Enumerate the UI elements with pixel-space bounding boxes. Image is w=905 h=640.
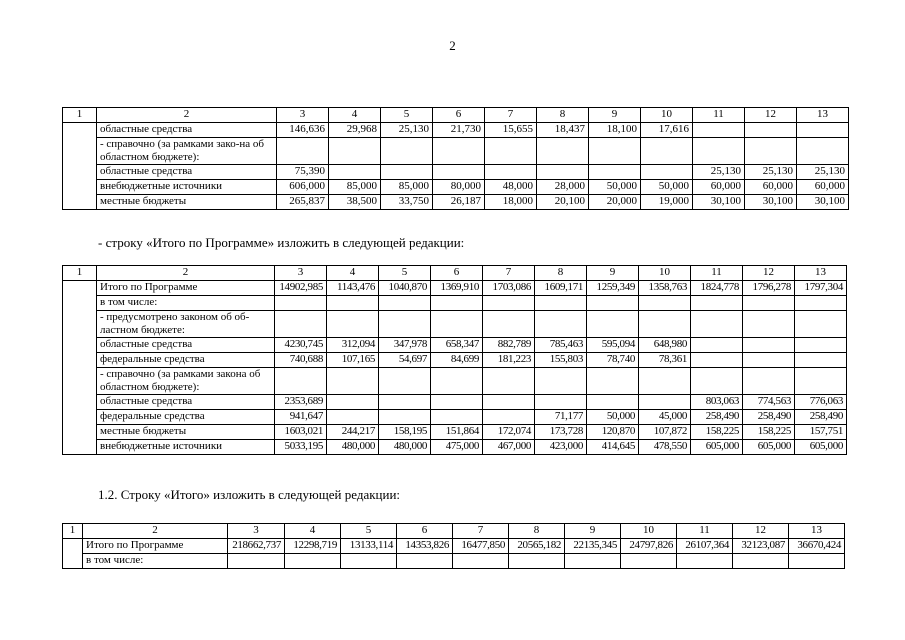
value-cell: 107,872 [639,425,691,440]
table-row [63,180,849,195]
value-cell [691,353,743,368]
value-cell: 120,870 [587,425,639,440]
header-cell: 5 [381,108,433,123]
table-body [63,266,847,455]
value-cell: 28,000 [537,180,589,195]
value-cell [587,311,639,338]
value-cell: 740,688 [275,353,327,368]
value-cell: 45,000 [639,410,691,425]
table-row [63,539,845,554]
row-group-cell [63,539,83,569]
value-cell [795,311,847,338]
value-cell: 4230,745 [275,338,327,353]
table-row [63,554,845,569]
value-cell: 25,130 [381,123,433,138]
value-cell: 941,647 [275,410,327,425]
value-cell: 75,390 [277,165,329,180]
table-row [63,368,847,395]
header-cell: 3 [228,524,285,539]
value-cell [327,296,379,311]
header-cell: 9 [587,266,639,281]
value-cell: 265,837 [277,195,329,210]
value-cell: 13133,114 [341,539,397,554]
value-cell [509,554,565,569]
value-cell: 26,187 [433,195,485,210]
budget-table-2 [62,265,847,455]
table-row [63,410,847,425]
value-cell [537,165,589,180]
value-cell: 258,490 [795,410,847,425]
header-cell: 11 [677,524,733,539]
table-header-row [63,108,849,123]
value-cell: 605,000 [795,440,847,455]
table-row [63,425,847,440]
value-cell [431,395,483,410]
value-cell [641,165,693,180]
header-cell: 4 [329,108,381,123]
value-cell: 71,177 [535,410,587,425]
value-cell: 107,165 [327,353,379,368]
value-cell [485,165,537,180]
value-cell: 25,130 [693,165,745,180]
value-cell: 50,000 [587,410,639,425]
value-cell [743,353,795,368]
header-cell: 9 [565,524,621,539]
value-cell: 774,563 [743,395,795,410]
value-cell: 20565,182 [509,539,565,554]
value-cell [379,296,431,311]
value-cell: 658,347 [431,338,483,353]
value-cell: 151,864 [431,425,483,440]
value-cell: 85,000 [381,180,433,195]
row-label: внебюджетные источники [97,440,275,455]
row-label: - предусмотрено законом об об-ластном бюджете: [97,311,275,338]
row-label: федеральные средства [97,410,275,425]
value-cell [431,296,483,311]
row-label: - справочно (за рамками закона об областном бюджете): [97,368,275,395]
value-cell [431,410,483,425]
value-cell [341,554,397,569]
row-label: областные средства [97,395,275,410]
value-cell: 20,000 [589,195,641,210]
table-header-row [63,524,845,539]
value-cell: 605,000 [743,440,795,455]
value-cell: 157,751 [795,425,847,440]
value-cell [565,554,621,569]
value-cell: 1369,910 [431,281,483,296]
value-cell [745,123,797,138]
row-label: - справочно (за рамками зако-на об областном бюджете): [97,138,277,165]
header-cell: 6 [431,266,483,281]
value-cell [743,311,795,338]
value-cell: 19,000 [641,195,693,210]
value-cell [587,296,639,311]
header-cell: 2 [97,266,275,281]
value-cell [433,165,485,180]
value-cell: 14902,985 [275,281,327,296]
value-cell [641,138,693,165]
value-cell: 17,616 [641,123,693,138]
value-cell [621,554,677,569]
value-cell: 25,130 [797,165,849,180]
value-cell: 36670,424 [789,539,845,554]
value-cell: 12298,719 [285,539,341,554]
value-cell [327,311,379,338]
value-cell: 347,978 [379,338,431,353]
value-cell: 158,225 [743,425,795,440]
page-number: 2 [449,38,456,53]
value-cell: 478,550 [639,440,691,455]
value-cell: 16477,850 [453,539,509,554]
value-cell [379,368,431,395]
value-cell [379,311,431,338]
value-cell: 84,699 [431,353,483,368]
value-cell: 50,000 [589,180,641,195]
value-cell [327,395,379,410]
value-cell [693,138,745,165]
value-cell: 38,500 [329,195,381,210]
value-cell [483,410,535,425]
value-cell [381,165,433,180]
value-cell [537,138,589,165]
value-cell: 146,636 [277,123,329,138]
value-cell [277,138,329,165]
value-cell [743,296,795,311]
header-cell: 7 [483,266,535,281]
value-cell: 475,000 [431,440,483,455]
value-cell [587,395,639,410]
value-cell [381,138,433,165]
row-label: областные средства [97,338,275,353]
value-cell: 30,100 [693,195,745,210]
value-cell: 29,968 [329,123,381,138]
table-row [63,138,849,165]
row-label: федеральные средства [97,353,275,368]
value-cell: 78,361 [639,353,691,368]
table-row [63,311,847,338]
value-cell: 21,730 [433,123,485,138]
value-cell [453,554,509,569]
table-body [63,524,845,569]
value-cell [795,296,847,311]
value-cell [483,368,535,395]
value-cell [379,395,431,410]
value-cell: 32123,087 [733,539,789,554]
value-cell: 78,740 [587,353,639,368]
value-cell [693,123,745,138]
header-cell: 12 [745,108,797,123]
header-cell: 10 [621,524,677,539]
value-cell: 218662,737 [228,539,285,554]
value-cell: 15,655 [485,123,537,138]
value-cell: 30,100 [797,195,849,210]
value-cell [431,311,483,338]
value-cell [639,311,691,338]
header-cell: 13 [789,524,845,539]
value-cell [639,296,691,311]
row-label: в том числе: [83,554,228,569]
header-cell: 8 [537,108,589,123]
value-cell [275,311,327,338]
value-cell [677,554,733,569]
value-cell [535,311,587,338]
header-cell: 3 [275,266,327,281]
value-cell [275,296,327,311]
row-label: в том числе: [97,296,275,311]
value-cell: 595,094 [587,338,639,353]
row-label: внебюджетные источники [97,180,277,195]
value-cell [535,296,587,311]
header-cell: 5 [341,524,397,539]
table-header-row [63,266,847,281]
value-cell: 50,000 [641,180,693,195]
table-row [63,353,847,368]
value-cell: 20,100 [537,195,589,210]
value-cell: 258,490 [691,410,743,425]
header-cell: 10 [639,266,691,281]
value-cell: 30,100 [745,195,797,210]
value-cell: 803,063 [691,395,743,410]
header-cell: 6 [433,108,485,123]
row-label: местные бюджеты [97,425,275,440]
value-cell [733,554,789,569]
value-cell [483,311,535,338]
table-row [63,123,849,138]
header-cell: 2 [97,108,277,123]
value-cell [285,554,341,569]
value-cell: 1358,763 [639,281,691,296]
budget-table-3 [62,523,845,569]
value-cell: 60,000 [745,180,797,195]
value-cell: 18,437 [537,123,589,138]
instruction-paragraph-2: 1.2. Строку «Итого» изложить в следующей редакции: [98,487,401,502]
value-cell: 24797,826 [621,539,677,554]
header-cell: 8 [509,524,565,539]
value-cell: 48,000 [485,180,537,195]
value-cell [329,165,381,180]
value-cell: 312,094 [327,338,379,353]
value-cell [743,338,795,353]
row-label: областные средства [97,123,277,138]
value-cell [589,138,641,165]
value-cell: 1143,476 [327,281,379,296]
value-cell [329,138,381,165]
value-cell [535,368,587,395]
row-label: областные средства [97,165,277,180]
value-cell [639,368,691,395]
value-cell: 14353,826 [397,539,453,554]
value-cell: 60,000 [693,180,745,195]
header-cell: 7 [453,524,509,539]
value-cell [228,554,285,569]
value-cell [795,353,847,368]
value-cell [535,395,587,410]
value-cell [745,138,797,165]
value-cell: 1824,778 [691,281,743,296]
value-cell [691,296,743,311]
value-cell: 22135,345 [565,539,621,554]
header-cell: 5 [379,266,431,281]
value-cell [691,338,743,353]
header-cell: 11 [693,108,745,123]
value-cell: 60,000 [797,180,849,195]
value-cell: 181,223 [483,353,535,368]
value-cell: 85,000 [329,180,381,195]
value-cell: 155,803 [535,353,587,368]
value-cell: 1797,304 [795,281,847,296]
value-cell: 1796,278 [743,281,795,296]
header-cell: 1 [63,524,83,539]
value-cell: 480,000 [327,440,379,455]
value-cell: 18,000 [485,195,537,210]
row-label: Итого по Программе [83,539,228,554]
value-cell [327,368,379,395]
value-cell: 18,100 [589,123,641,138]
table-row [63,296,847,311]
header-cell: 4 [285,524,341,539]
value-cell [797,138,849,165]
value-cell: 244,217 [327,425,379,440]
value-cell: 1609,171 [535,281,587,296]
header-cell: 9 [589,108,641,123]
row-group-cell [63,123,97,210]
value-cell [433,138,485,165]
table-row [63,440,847,455]
header-cell: 1 [63,108,97,123]
value-cell: 172,074 [483,425,535,440]
header-cell: 10 [641,108,693,123]
instruction-paragraph-1: - строку «Итого по Программе» изложить в следующей редакции: [98,235,465,250]
value-cell: 776,063 [795,395,847,410]
value-cell: 25,130 [745,165,797,180]
header-cell: 3 [277,108,329,123]
header-cell: 13 [795,266,847,281]
value-cell: 173,728 [535,425,587,440]
value-cell: 423,000 [535,440,587,455]
header-cell: 2 [83,524,228,539]
value-cell: 80,000 [433,180,485,195]
value-cell: 5033,195 [275,440,327,455]
value-cell: 648,980 [639,338,691,353]
value-cell: 158,225 [691,425,743,440]
table-row [63,165,849,180]
budget-table-1 [62,107,849,210]
header-cell: 8 [535,266,587,281]
value-cell [327,410,379,425]
value-cell: 605,000 [691,440,743,455]
value-cell [485,138,537,165]
row-label: Итого по Программе [97,281,275,296]
value-cell [379,410,431,425]
value-cell: 1040,870 [379,281,431,296]
header-cell: 4 [327,266,379,281]
value-cell [795,338,847,353]
value-cell [743,368,795,395]
header-cell: 12 [733,524,789,539]
value-cell: 158,195 [379,425,431,440]
value-cell: 785,463 [535,338,587,353]
table-row [63,338,847,353]
table-body [63,108,849,210]
table-row [63,395,847,410]
value-cell [589,165,641,180]
value-cell [789,554,845,569]
header-cell: 7 [485,108,537,123]
value-cell [639,395,691,410]
value-cell: 1259,349 [587,281,639,296]
value-cell: 1603,021 [275,425,327,440]
header-cell: 12 [743,266,795,281]
value-cell: 258,490 [743,410,795,425]
header-cell: 6 [397,524,453,539]
value-cell [483,395,535,410]
value-cell: 467,000 [483,440,535,455]
value-cell: 414,645 [587,440,639,455]
value-cell [397,554,453,569]
value-cell [431,368,483,395]
value-cell: 606,000 [277,180,329,195]
value-cell: 33,750 [381,195,433,210]
table-row [63,195,849,210]
table-row [63,281,847,296]
value-cell: 54,697 [379,353,431,368]
row-group-cell [63,281,97,455]
value-cell [795,368,847,395]
row-label: местные бюджеты [97,195,277,210]
value-cell: 1703,086 [483,281,535,296]
value-cell: 882,789 [483,338,535,353]
header-cell: 13 [797,108,849,123]
value-cell: 26107,364 [677,539,733,554]
value-cell [691,368,743,395]
value-cell [691,311,743,338]
value-cell [275,368,327,395]
header-cell: 1 [63,266,97,281]
value-cell [483,296,535,311]
value-cell: 480,000 [379,440,431,455]
header-cell: 11 [691,266,743,281]
value-cell [587,368,639,395]
value-cell: 2353,689 [275,395,327,410]
value-cell [797,123,849,138]
